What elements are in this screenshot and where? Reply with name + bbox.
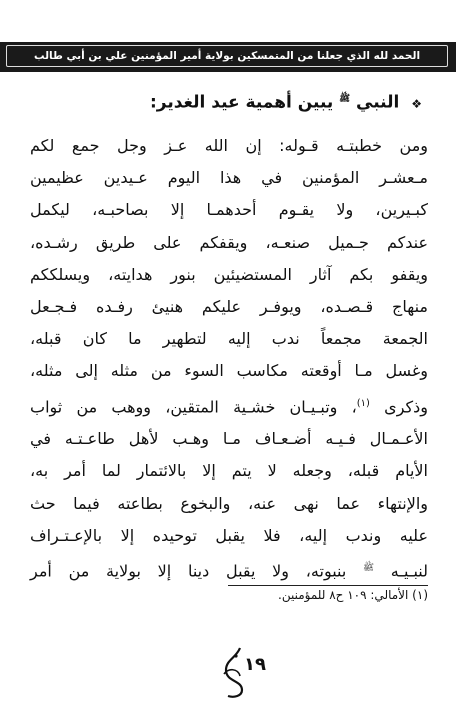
section-heading xyxy=(32,92,422,113)
body-line: الجمعة مجمعاً ندب إليه لتطهير ما كان قبله، xyxy=(30,329,428,349)
header-frame xyxy=(6,45,448,67)
body-line: منهاج قـصـده، ويوفـر عليكم هنيئ رفـده فـجـعل xyxy=(30,297,428,317)
heading-text-before: النبي xyxy=(356,92,400,113)
footnote-marker[interactable]: (١) xyxy=(356,397,370,409)
body-line-last xyxy=(30,552,428,588)
body-line: ويقفو بكم آثار المستضيئين بنور هدايته، ويسلككم xyxy=(30,264,428,284)
body-line: ومن خطبتـه قـوله: إن الله عـز وجل جمع لكم xyxy=(30,136,428,155)
footnote: (١) الأمالي: ١٠٩ ح٨ للمؤمنين. xyxy=(278,588,428,602)
honorific-icon: ﷺ xyxy=(339,94,351,104)
body-line: الأعـمـال فـيـه أضـعـاف مـا وهـب لأهل طاعـتـه في xyxy=(30,429,428,449)
footnote-divider xyxy=(228,585,428,586)
body-line-with-footnote xyxy=(30,388,428,424)
diamond-bullet-icon: ❖ xyxy=(411,96,422,111)
honorific-icon: ﷺ xyxy=(363,562,374,573)
body-line: كبـيرين، ولا يقـوم أحدهمـا إلا بصاحبـه، ليكمل xyxy=(30,200,428,220)
line14-after: بنبوته، ولا يقبل دينا إلا بولاية من أمر xyxy=(30,561,347,581)
body-line: والإنتهاء عما نهى عنه، والبخوع بطاعته فيما حث xyxy=(30,493,428,513)
body-line: الأيام قبله، وجعله لا يتم إلا بالائتمار لما أمر به، xyxy=(30,461,428,481)
line9-after: ، وتبـيـان خشـية المتقين، ووهب من ثواب xyxy=(30,396,357,416)
line14-before: لنبـيـه xyxy=(390,561,428,581)
page-number: ١٩ xyxy=(244,654,266,675)
running-header: الحمد لله الذي جعلنا من المتمسكين بولاية أمير المؤمنين علي بن أبي طالب xyxy=(33,50,421,62)
heading-text-after: يبين أهمية عيد الغدير: xyxy=(149,92,334,113)
body-text xyxy=(30,130,428,588)
body-line: مـعشـر المؤمنين في هذا اليوم عـيدين عظيمين xyxy=(30,168,428,188)
body-line: عندكم جـميل صنعـه، ويقفكم على طريق رشـده، xyxy=(30,232,428,252)
line9-before: وذكرى xyxy=(384,396,428,416)
body-line: وغسل مـا أوقعته مكاسب السوء من مثله إلى مثله، xyxy=(30,361,428,381)
body-line: عليه وندب إليه، فلا يقبل توحيده إلا بالإعـتـراف xyxy=(30,525,428,545)
